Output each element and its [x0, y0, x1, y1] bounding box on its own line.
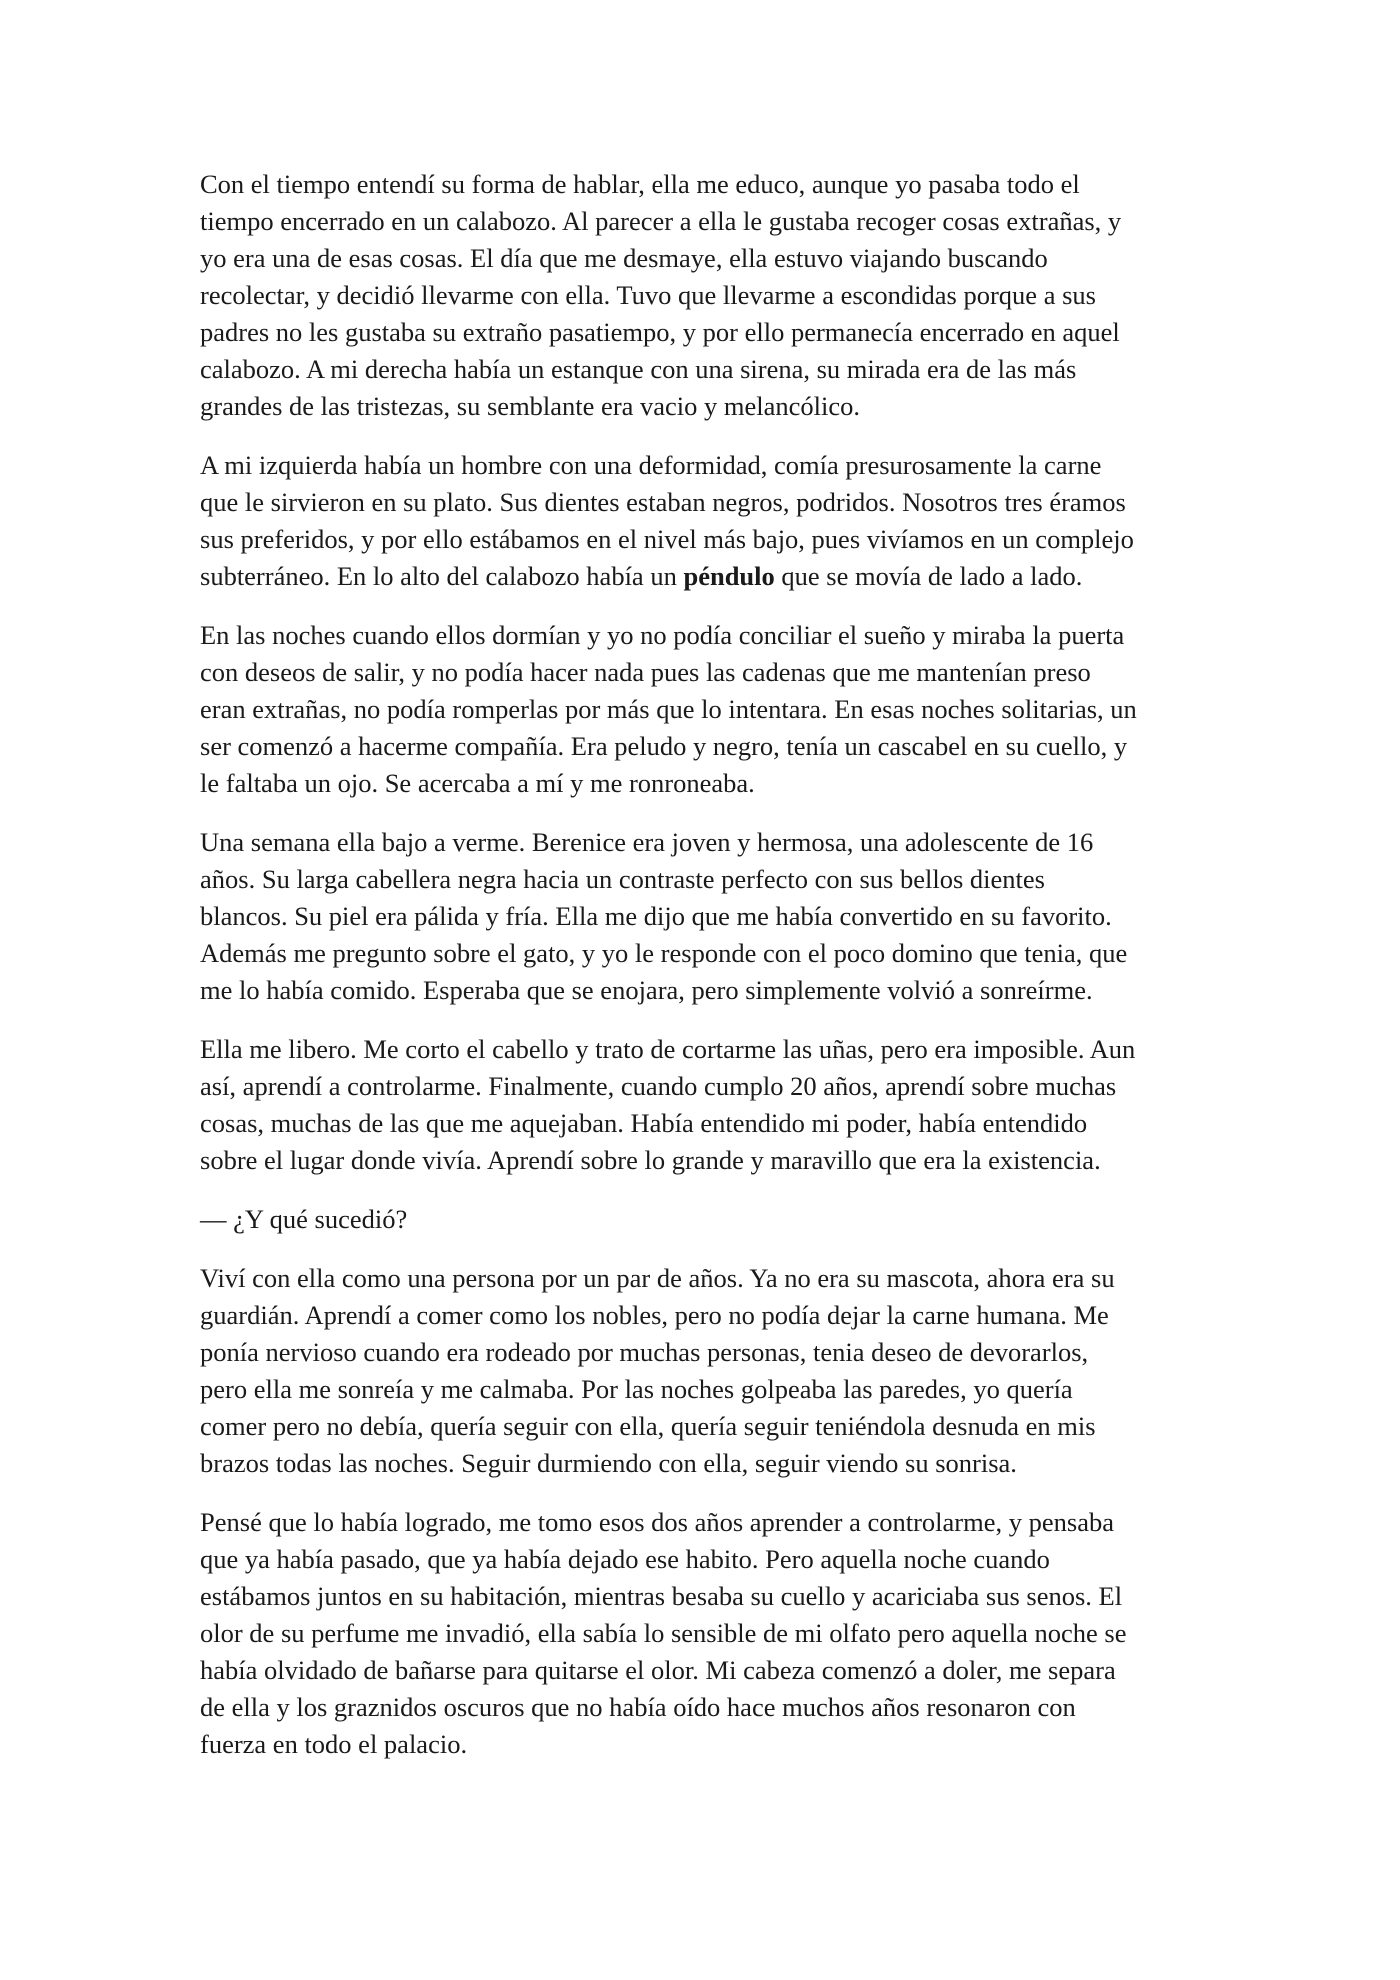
text-line: Además me pregunto sobre el gato, y yo le responde con el poco domino que tenia, que [200, 938, 1128, 968]
text-line: Con el tiempo entendí su forma de hablar, ella me educo, aunque yo pasaba todo el [200, 169, 1080, 199]
text-line: que ya había pasado, que ya había dejado ese habito. Pero aquella noche cuando [200, 1544, 1050, 1574]
paragraph-3 [200, 617, 1210, 802]
text-line: estábamos juntos en su habitación, mientras besaba su cuello y acariciaba sus senos. El [200, 1581, 1123, 1611]
paragraph-7 [200, 1260, 1210, 1482]
text-line: grandes de las tristezas, su semblante era vacio y melancólico. [200, 391, 861, 421]
paragraph-1 [200, 166, 1210, 425]
text-line: En las noches cuando ellos dormían y yo no podía conciliar el sueño y miraba la puerta [200, 620, 1125, 650]
paragraph-4 [200, 824, 1210, 1009]
paragraph-5 [200, 1031, 1210, 1179]
text-line: pero ella me sonreía y me calmaba. Por las noches golpeaba las paredes, yo quería [200, 1374, 1073, 1404]
text-line: cosas, muchas de las que me aquejaban. Había entendido mi poder, había entendido [200, 1108, 1088, 1138]
text-line: me lo había comido. Esperaba que se enojara, pero simplemente volvió a sonreírme. [200, 975, 1093, 1005]
paragraph-8 [200, 1504, 1210, 1763]
text-line: le faltaba un ojo. Se acercaba a mí y me ronroneaba. [200, 768, 755, 798]
text-line: sobre el lugar donde vivía. Aprendí sobre lo grande y maravillo que era la existencia. [200, 1145, 1101, 1175]
text-line: comer pero no debía, quería seguir con ella, quería seguir teniéndola desnuda en mis [200, 1411, 1096, 1441]
text-line: de ella y los graznidos oscuros que no había oído hace muchos años resonaron con [200, 1692, 1076, 1722]
text-line: ser comenzó a hacerme compañía. Era peludo y negro, tenía un cascabel en su cuello, y [200, 731, 1128, 761]
text-line: olor de su perfume me invadió, ella sabía lo sensible de mi olfato pero aquella noche se [200, 1618, 1127, 1648]
bold-word-pendulo: péndulo [683, 561, 775, 591]
text-line: — ¿Y qué sucedió? [200, 1204, 408, 1234]
text-line: eran extrañas, no podía romperlas por más que lo intentara. En esas noches solitarias, un [200, 694, 1137, 724]
text-line-with-bold [200, 558, 1210, 595]
text-line: calabozo. A mi derecha había un estanque con una sirena, su mirada era de las más [200, 354, 1077, 384]
text-line: padres no les gustaba su extraño pasatiempo, y por ello permanecía encerrado en aquel [200, 317, 1120, 347]
text-line: recolectar, y decidió llevarme con ella. Tuvo que llevarme a escondidas porque a sus [200, 280, 1096, 310]
paragraph-2 [200, 447, 1210, 595]
text-line: así, aprendí a controlarme. Finalmente, cuando cumplo 20 años, aprendí sobre muchas [200, 1071, 1117, 1101]
text-line: años. Su larga cabellera negra hacia un contraste perfecto con sus bellos dientes [200, 864, 1045, 894]
text-line: sus preferidos, y por ello estábamos en el nivel más bajo, pues vivíamos en un complejo [200, 524, 1134, 554]
text-line: Pensé que lo había logrado, me tomo esos dos años aprender a controlarme, y pensaba [200, 1507, 1114, 1537]
document-body [200, 166, 1210, 1785]
text-line: Viví con ella como una persona por un par de años. Ya no era su mascota, ahora era su [200, 1263, 1115, 1293]
text-line: tiempo encerrado en un calabozo. Al parecer a ella le gustaba recoger cosas extrañas, y [200, 206, 1122, 236]
text-line: había olvidado de bañarse para quitarse el olor. Mi cabeza comenzó a doler, me separa [200, 1655, 1116, 1685]
text-run: que se movía de lado a lado. [774, 561, 1083, 591]
text-run: subterráneo. En lo alto del calabozo había un [200, 561, 684, 591]
text-line: brazos todas las noches. Seguir durmiendo con ella, seguir viendo su sonrisa. [200, 1448, 1017, 1478]
text-line: guardián. Aprendí a comer como los nobles, pero no podía dejar la carne humana. Me [200, 1300, 1109, 1330]
text-line: ponía nervioso cuando era rodeado por muchas personas, tenia deseo de devorarlos, [200, 1337, 1089, 1367]
text-line: blancos. Su piel era pálida y fría. Ella me dijo que me había convertido en su favorito. [200, 901, 1112, 931]
text-line: A mi izquierda había un hombre con una deformidad, comía presurosamente la carne [200, 450, 1102, 480]
text-line: Una semana ella bajo a verme. Berenice era joven y hermosa, una adolescente de 16 [200, 827, 1094, 857]
text-line: con deseos de salir, y no podía hacer nada pues las cadenas que me mantenían preso [200, 657, 1091, 687]
text-line: yo era una de esas cosas. El día que me desmaye, ella estuvo viajando buscando [200, 243, 1048, 273]
text-line: Ella me libero. Me corto el cabello y trato de cortarme las uñas, pero era imposible. Aun [200, 1034, 1136, 1064]
text-line: fuerza en todo el palacio. [200, 1729, 468, 1759]
text-line: que le sirvieron en su plato. Sus dientes estaban negros, podridos. Nosotros tres éramos [200, 487, 1126, 517]
dialogue-line [200, 1201, 1210, 1238]
